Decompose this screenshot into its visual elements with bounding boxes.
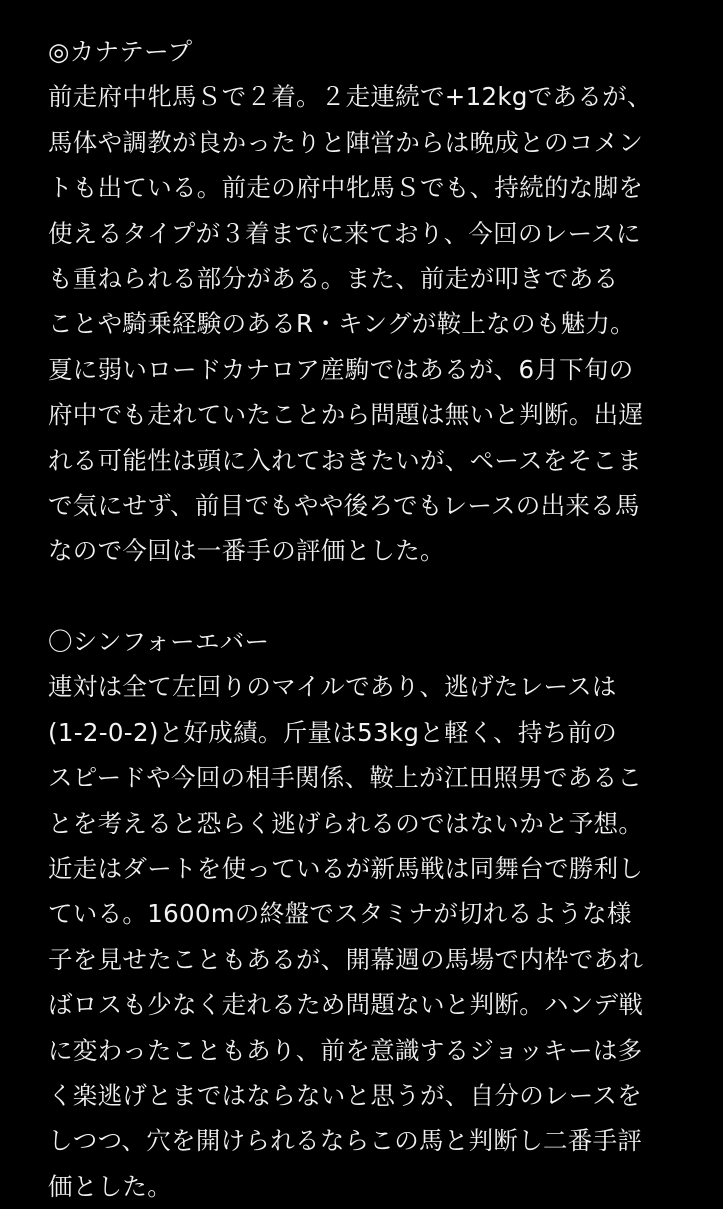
paragraph-line: 夏に弱いロードカナロア産駒ではあるが、6月下旬の bbox=[48, 354, 634, 384]
paragraph-line: 価とした。 bbox=[48, 1171, 172, 1201]
section-spacer bbox=[48, 574, 723, 619]
paragraph-line: (1-2-0-2)と好成績。斤量は53kgと軽く、持ち前の bbox=[48, 717, 618, 747]
paragraph-line: に変わったこともあり、前を意識するジョッキーは多 bbox=[48, 1035, 643, 1065]
paragraph-line: 府中でも走れていたことから問題は無いと判断。出遅 bbox=[48, 400, 644, 430]
section-heading: 〇シンフォーエバー bbox=[48, 627, 270, 657]
paragraph-line: く楽逃げとまではならないと思うが、自分のレースを bbox=[48, 1080, 642, 1110]
paragraph-line: 子を見せたこともあるが、開幕週の馬場で内枠であれ bbox=[48, 944, 644, 974]
paragraph-line: 使えるタイプが３着までに来ており、今回のレースに bbox=[48, 218, 641, 248]
paragraph-line: とを考えると恐らく逃げられるのではないかと予想。 bbox=[48, 808, 644, 838]
paragraph-line: なので今回は一番手の評価とした。 bbox=[48, 536, 445, 566]
section-kanatape bbox=[48, 29, 723, 574]
paragraph-line: ばロスも少なく走れるため問題ないと判断。ハンデ戦 bbox=[48, 990, 644, 1020]
section-heading: ◎カナテープ bbox=[48, 37, 193, 66]
paragraph-line: で気にせず、前目でもやや後ろでもレースの出来る馬 bbox=[48, 490, 640, 520]
paragraph-line: 連対は全て左回りのマイルであり、逃げたレースは bbox=[48, 672, 617, 702]
paragraph-line: トも出ている。前走の府中牝馬Ｓでも、持続的な脚を bbox=[48, 173, 644, 203]
paragraph-line: 前走府中牝馬Ｓで２着。２走連続で+12kgであるが、 bbox=[48, 82, 652, 112]
paragraph-line: しつつ、穴を開けられるならこの馬と判断し二番手評 bbox=[48, 1126, 643, 1156]
paragraph-line: 近走はダートを使っているが新馬戦は同舞台で勝利し bbox=[48, 854, 644, 884]
paragraph-line: れる可能性は頭に入れておきたいが、ペースをそこま bbox=[48, 445, 642, 475]
paragraph-line: ことや騎乗経験のあるR・キングが鞍上なのも魅力。 bbox=[48, 309, 635, 339]
paragraph-line: 馬体や調教が良かったりと陣営からは晩成とのコメン bbox=[48, 127, 644, 157]
paragraph-line: ている。1600mの終盤でスタミナが切れるような様 bbox=[48, 899, 632, 929]
paragraph-line: も重ねられる部分がある。また、前走が叩きである bbox=[48, 263, 619, 293]
paragraph-line: スピードや今回の相手関係、鞍上が江田照男であるこ bbox=[48, 763, 643, 793]
section-symphoever bbox=[48, 619, 723, 1209]
